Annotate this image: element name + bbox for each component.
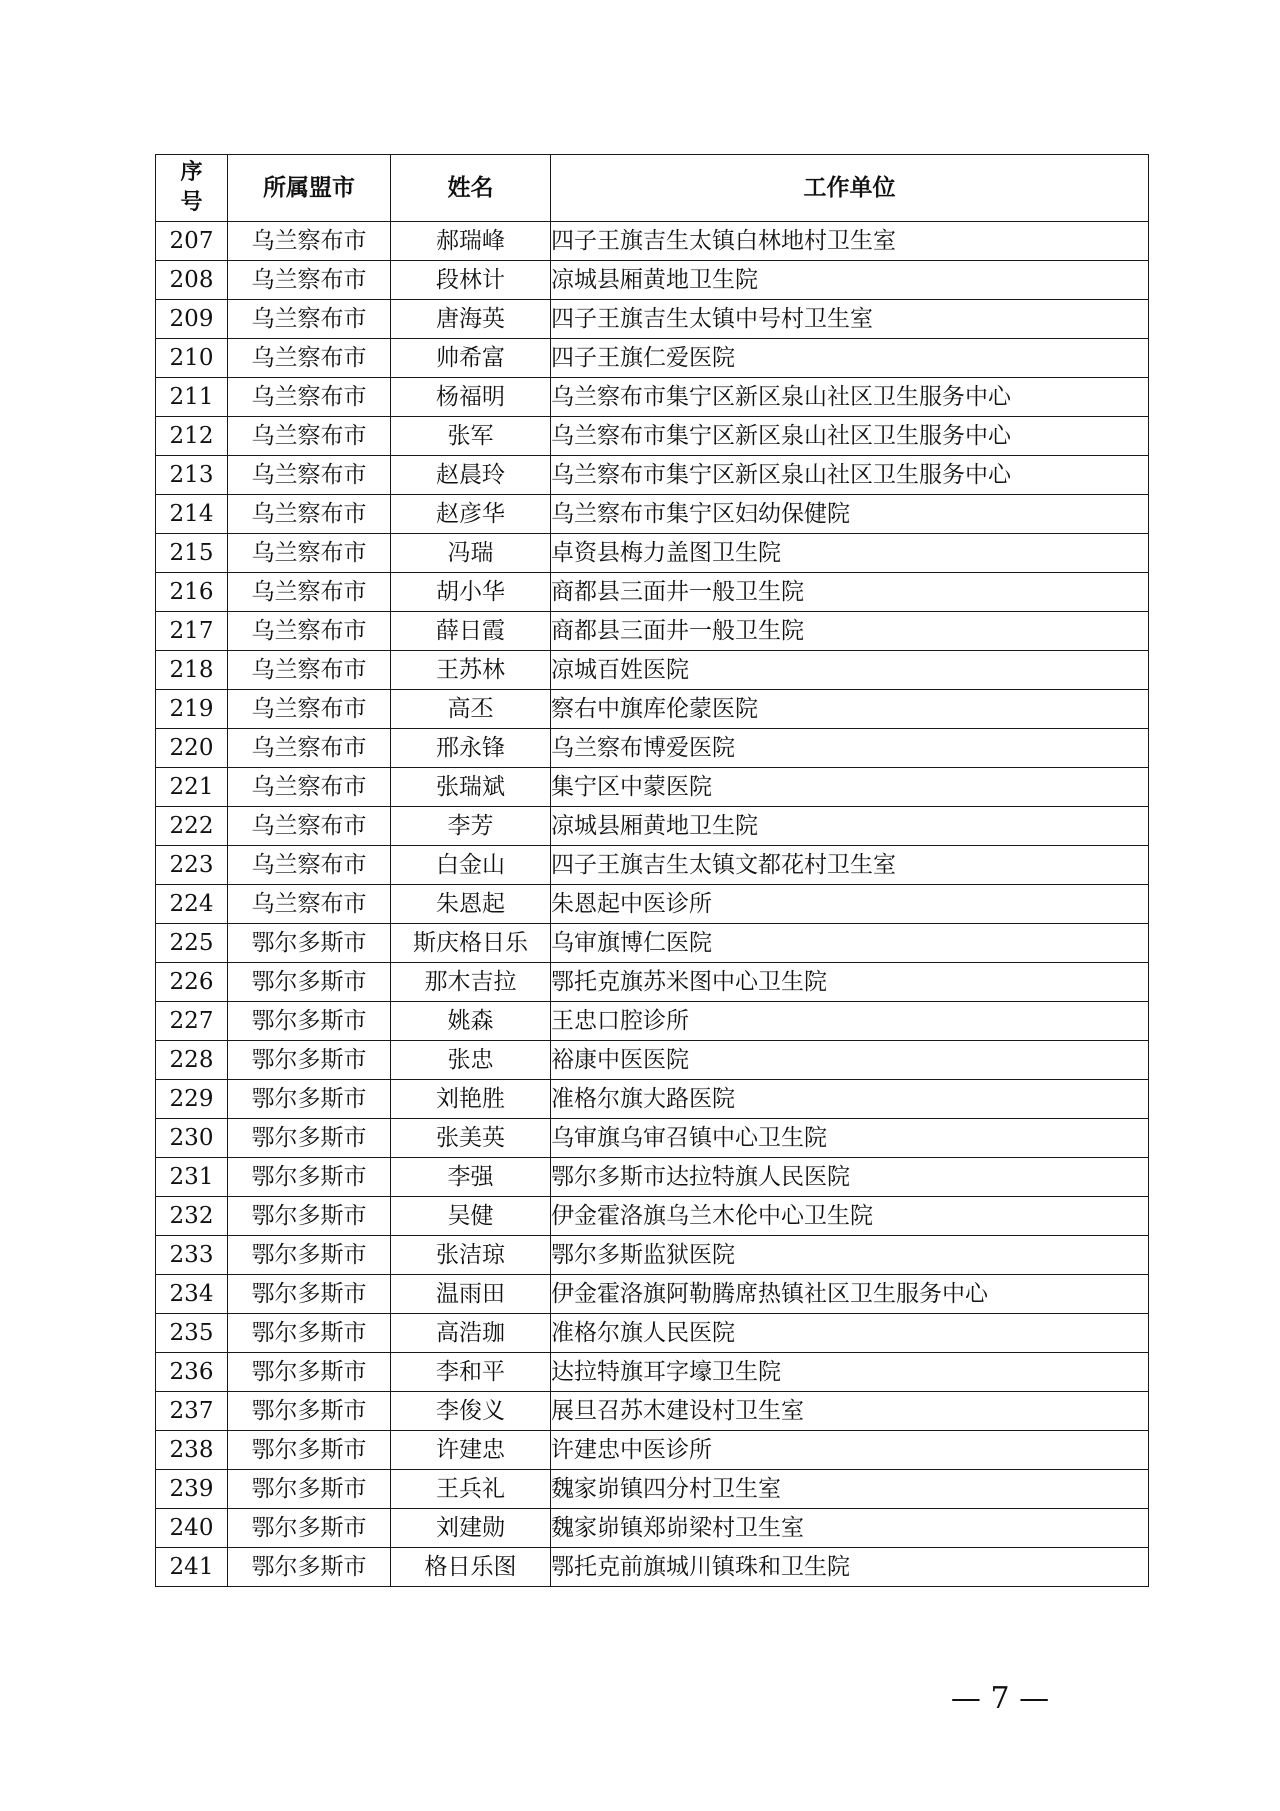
cell-name: 李强 xyxy=(391,1158,551,1197)
cell-work-unit: 裕康中医医院 xyxy=(551,1041,1149,1080)
cell-city: 乌兰察布市 xyxy=(228,339,391,378)
header-serial-number xyxy=(156,155,228,222)
cell-serial-number: 231 xyxy=(156,1158,228,1197)
table-row xyxy=(156,612,1149,651)
cell-city: 乌兰察布市 xyxy=(228,417,391,456)
cell-serial-number: 233 xyxy=(156,1236,228,1275)
cell-name: 李芳 xyxy=(391,807,551,846)
cell-city: 鄂尔多斯市 xyxy=(228,1314,391,1353)
cell-serial-number: 220 xyxy=(156,729,228,768)
cell-work-unit: 魏家峁镇郑峁梁村卫生室 xyxy=(551,1509,1149,1548)
cell-name: 薛日霞 xyxy=(391,612,551,651)
table-row xyxy=(156,417,1149,456)
cell-work-unit: 许建忠中医诊所 xyxy=(551,1431,1149,1470)
cell-work-unit: 四子王旗吉生太镇文都花村卫生室 xyxy=(551,846,1149,885)
cell-work-unit: 魏家峁镇四分村卫生室 xyxy=(551,1470,1149,1509)
table-row xyxy=(156,534,1149,573)
table-row xyxy=(156,690,1149,729)
cell-city: 鄂尔多斯市 xyxy=(228,1002,391,1041)
cell-serial-number: 209 xyxy=(156,300,228,339)
cell-serial-number: 241 xyxy=(156,1548,228,1587)
cell-city: 乌兰察布市 xyxy=(228,300,391,339)
cell-serial-number: 208 xyxy=(156,261,228,300)
cell-serial-number: 210 xyxy=(156,339,228,378)
cell-city: 乌兰察布市 xyxy=(228,885,391,924)
cell-name: 张军 xyxy=(391,417,551,456)
cell-name: 高浩珈 xyxy=(391,1314,551,1353)
table-row xyxy=(156,1314,1149,1353)
table-row xyxy=(156,1041,1149,1080)
cell-name: 格日乐图 xyxy=(391,1548,551,1587)
table-row xyxy=(156,1431,1149,1470)
cell-city: 乌兰察布市 xyxy=(228,729,391,768)
roster-table xyxy=(155,154,1149,1587)
cell-name: 邢永锋 xyxy=(391,729,551,768)
cell-city: 鄂尔多斯市 xyxy=(228,1158,391,1197)
cell-name: 张瑞斌 xyxy=(391,768,551,807)
cell-name: 郝瑞峰 xyxy=(391,222,551,261)
cell-serial-number: 228 xyxy=(156,1041,228,1080)
cell-name: 温雨田 xyxy=(391,1275,551,1314)
cell-city: 乌兰察布市 xyxy=(228,612,391,651)
cell-city: 乌兰察布市 xyxy=(228,807,391,846)
cell-city: 乌兰察布市 xyxy=(228,846,391,885)
cell-name: 那木吉拉 xyxy=(391,963,551,1002)
cell-name: 赵彦华 xyxy=(391,495,551,534)
cell-name: 王兵礼 xyxy=(391,1470,551,1509)
cell-serial-number: 214 xyxy=(156,495,228,534)
cell-work-unit: 鄂尔多斯监狱医院 xyxy=(551,1236,1149,1275)
header-name: 姓名 xyxy=(391,155,551,222)
table-row xyxy=(156,1275,1149,1314)
cell-work-unit: 凉城百姓医院 xyxy=(551,651,1149,690)
cell-work-unit: 凉城县厢黄地卫生院 xyxy=(551,261,1149,300)
cell-serial-number: 221 xyxy=(156,768,228,807)
cell-work-unit: 乌审旗乌审召镇中心卫生院 xyxy=(551,1119,1149,1158)
table-row xyxy=(156,1353,1149,1392)
cell-serial-number: 230 xyxy=(156,1119,228,1158)
header-work-unit: 工作单位 xyxy=(551,155,1149,222)
cell-serial-number: 207 xyxy=(156,222,228,261)
cell-city: 鄂尔多斯市 xyxy=(228,924,391,963)
cell-work-unit: 鄂托克旗苏米图中心卫生院 xyxy=(551,963,1149,1002)
cell-name: 李俊义 xyxy=(391,1392,551,1431)
cell-name: 许建忠 xyxy=(391,1431,551,1470)
cell-serial-number: 215 xyxy=(156,534,228,573)
cell-name: 刘艳胜 xyxy=(391,1080,551,1119)
cell-city: 鄂尔多斯市 xyxy=(228,1041,391,1080)
cell-name: 斯庆格日乐 xyxy=(391,924,551,963)
table-body xyxy=(156,222,1149,1587)
table-row xyxy=(156,846,1149,885)
table-row xyxy=(156,261,1149,300)
cell-work-unit: 商都县三面井一般卫生院 xyxy=(551,612,1149,651)
table-row xyxy=(156,1509,1149,1548)
table-row xyxy=(156,300,1149,339)
cell-name: 高丕 xyxy=(391,690,551,729)
table-row xyxy=(156,651,1149,690)
cell-serial-number: 219 xyxy=(156,690,228,729)
cell-work-unit: 准格尔旗大路医院 xyxy=(551,1080,1149,1119)
table-row xyxy=(156,1470,1149,1509)
cell-name: 朱恩起 xyxy=(391,885,551,924)
table-row xyxy=(156,1548,1149,1587)
cell-serial-number: 229 xyxy=(156,1080,228,1119)
cell-work-unit: 鄂尔多斯市达拉特旗人民医院 xyxy=(551,1158,1149,1197)
cell-serial-number: 217 xyxy=(156,612,228,651)
cell-work-unit: 鄂托克前旗城川镇珠和卫生院 xyxy=(551,1548,1149,1587)
cell-city: 鄂尔多斯市 xyxy=(228,1275,391,1314)
cell-work-unit: 乌兰察布市集宁区新区泉山社区卫生服务中心 xyxy=(551,378,1149,417)
cell-work-unit: 伊金霍洛旗阿勒腾席热镇社区卫生服务中心 xyxy=(551,1275,1149,1314)
table-row xyxy=(156,885,1149,924)
cell-work-unit: 伊金霍洛旗乌兰木伦中心卫生院 xyxy=(551,1197,1149,1236)
cell-serial-number: 216 xyxy=(156,573,228,612)
table-row xyxy=(156,768,1149,807)
cell-city: 鄂尔多斯市 xyxy=(228,1197,391,1236)
header-city: 所属盟市 xyxy=(228,155,391,222)
table-row xyxy=(156,729,1149,768)
cell-name: 李和平 xyxy=(391,1353,551,1392)
cell-city: 乌兰察布市 xyxy=(228,768,391,807)
table-row xyxy=(156,339,1149,378)
table-row xyxy=(156,1392,1149,1431)
cell-city: 鄂尔多斯市 xyxy=(228,1509,391,1548)
cell-city: 鄂尔多斯市 xyxy=(228,1353,391,1392)
cell-city: 乌兰察布市 xyxy=(228,534,391,573)
cell-city: 鄂尔多斯市 xyxy=(228,1392,391,1431)
cell-work-unit: 凉城县厢黄地卫生院 xyxy=(551,807,1149,846)
cell-serial-number: 239 xyxy=(156,1470,228,1509)
cell-city: 乌兰察布市 xyxy=(228,378,391,417)
cell-serial-number: 223 xyxy=(156,846,228,885)
cell-serial-number: 222 xyxy=(156,807,228,846)
cell-work-unit: 察右中旗库伦蒙医院 xyxy=(551,690,1149,729)
cell-name: 吴健 xyxy=(391,1197,551,1236)
cell-name: 刘建勋 xyxy=(391,1509,551,1548)
cell-work-unit: 四子王旗仁爱医院 xyxy=(551,339,1149,378)
cell-name: 张洁琼 xyxy=(391,1236,551,1275)
table-row xyxy=(156,1119,1149,1158)
cell-serial-number: 235 xyxy=(156,1314,228,1353)
cell-serial-number: 212 xyxy=(156,417,228,456)
cell-work-unit: 达拉特旗耳字壕卫生院 xyxy=(551,1353,1149,1392)
cell-city: 鄂尔多斯市 xyxy=(228,1470,391,1509)
table-row xyxy=(156,1197,1149,1236)
cell-city: 鄂尔多斯市 xyxy=(228,1548,391,1587)
table-row xyxy=(156,807,1149,846)
cell-work-unit: 准格尔旗人民医院 xyxy=(551,1314,1149,1353)
cell-serial-number: 236 xyxy=(156,1353,228,1392)
cell-name: 胡小华 xyxy=(391,573,551,612)
table-row xyxy=(156,1080,1149,1119)
cell-city: 乌兰察布市 xyxy=(228,261,391,300)
cell-city: 鄂尔多斯市 xyxy=(228,1431,391,1470)
cell-work-unit: 集宁区中蒙医院 xyxy=(551,768,1149,807)
cell-work-unit: 乌兰察布市集宁区新区泉山社区卫生服务中心 xyxy=(551,417,1149,456)
cell-name: 赵晨玲 xyxy=(391,456,551,495)
cell-serial-number: 227 xyxy=(156,1002,228,1041)
cell-work-unit: 乌审旗博仁医院 xyxy=(551,924,1149,963)
table-header-row xyxy=(156,155,1149,222)
cell-name: 王苏林 xyxy=(391,651,551,690)
table-row xyxy=(156,222,1149,261)
cell-work-unit: 乌兰察布市集宁区妇幼保健院 xyxy=(551,495,1149,534)
cell-name: 杨福明 xyxy=(391,378,551,417)
table-row xyxy=(156,1236,1149,1275)
cell-serial-number: 234 xyxy=(156,1275,228,1314)
cell-city: 乌兰察布市 xyxy=(228,495,391,534)
header-serial-line2: 号 xyxy=(180,190,203,215)
cell-name: 张美英 xyxy=(391,1119,551,1158)
table-row xyxy=(156,1002,1149,1041)
cell-city: 乌兰察布市 xyxy=(228,690,391,729)
cell-name: 白金山 xyxy=(391,846,551,885)
cell-work-unit: 朱恩起中医诊所 xyxy=(551,885,1149,924)
header-serial-line1: 序 xyxy=(180,160,203,185)
table-row xyxy=(156,456,1149,495)
cell-work-unit: 乌兰察布市集宁区新区泉山社区卫生服务中心 xyxy=(551,456,1149,495)
cell-city: 鄂尔多斯市 xyxy=(228,1236,391,1275)
cell-city: 乌兰察布市 xyxy=(228,573,391,612)
cell-city: 鄂尔多斯市 xyxy=(228,963,391,1002)
cell-name: 唐海英 xyxy=(391,300,551,339)
cell-city: 鄂尔多斯市 xyxy=(228,1080,391,1119)
cell-serial-number: 240 xyxy=(156,1509,228,1548)
table-row xyxy=(156,1158,1149,1197)
cell-name: 冯瑞 xyxy=(391,534,551,573)
cell-serial-number: 238 xyxy=(156,1431,228,1470)
cell-city: 乌兰察布市 xyxy=(228,651,391,690)
cell-name: 段林计 xyxy=(391,261,551,300)
cell-work-unit: 王忠口腔诊所 xyxy=(551,1002,1149,1041)
table-row xyxy=(156,573,1149,612)
cell-work-unit: 商都县三面井一般卫生院 xyxy=(551,573,1149,612)
cell-name: 张忠 xyxy=(391,1041,551,1080)
cell-serial-number: 232 xyxy=(156,1197,228,1236)
cell-work-unit: 四子王旗吉生太镇中号村卫生室 xyxy=(551,300,1149,339)
table-row xyxy=(156,924,1149,963)
cell-name: 帅希富 xyxy=(391,339,551,378)
cell-serial-number: 218 xyxy=(156,651,228,690)
cell-work-unit: 四子王旗吉生太镇白林地村卫生室 xyxy=(551,222,1149,261)
cell-city: 乌兰察布市 xyxy=(228,222,391,261)
cell-work-unit: 乌兰察布博爱医院 xyxy=(551,729,1149,768)
table-row xyxy=(156,495,1149,534)
cell-serial-number: 237 xyxy=(156,1392,228,1431)
cell-name: 姚森 xyxy=(391,1002,551,1041)
cell-work-unit: 卓资县梅力盖图卫生院 xyxy=(551,534,1149,573)
cell-city: 鄂尔多斯市 xyxy=(228,1119,391,1158)
cell-city: 乌兰察布市 xyxy=(228,456,391,495)
cell-serial-number: 224 xyxy=(156,885,228,924)
cell-serial-number: 225 xyxy=(156,924,228,963)
cell-serial-number: 211 xyxy=(156,378,228,417)
table-row xyxy=(156,963,1149,1002)
page-number: — 7 — xyxy=(950,1681,1050,1716)
cell-serial-number: 226 xyxy=(156,963,228,1002)
table-row xyxy=(156,378,1149,417)
cell-serial-number: 213 xyxy=(156,456,228,495)
cell-work-unit: 展旦召苏木建设村卫生室 xyxy=(551,1392,1149,1431)
